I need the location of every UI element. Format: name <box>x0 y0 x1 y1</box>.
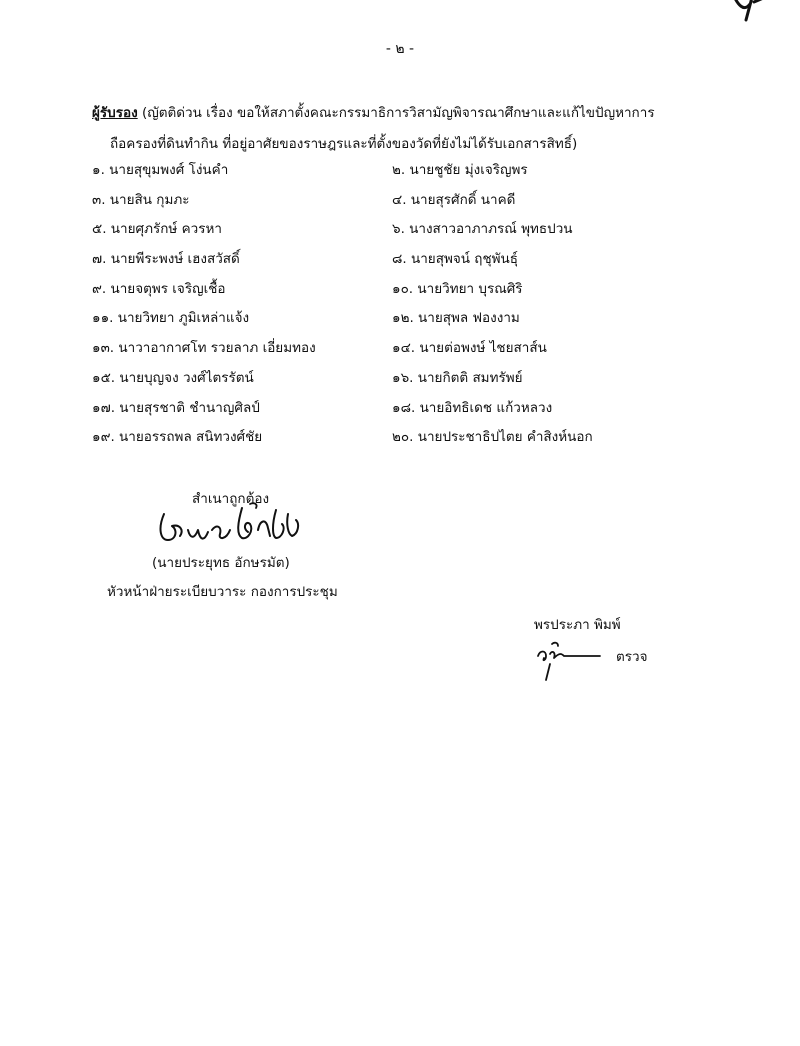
certifier-title: หัวหน้าฝ่ายระเบียบวาระ กองการประชุม <box>107 584 338 600</box>
endorser-item: ๘. นายสุพจน์ ฤชุพันธุ์ <box>392 251 518 268</box>
endorser-item: ๒. นายชูชัย มุ่งเจริญพร <box>392 162 528 178</box>
endorser-item: ๕. นายศุภรักษ์ ควรหา <box>92 221 222 238</box>
handwritten-page-mark <box>724 0 784 26</box>
handwritten-signature <box>150 500 310 552</box>
endorser-item: ๑๔. นายต่อพงษ์ ไชยสาส์น <box>392 340 547 357</box>
typist-line: พรประภา พิมพ์ <box>534 617 621 633</box>
endorser-item: ๑๘. นายอิทธิเดช แก้วหลวง <box>392 399 553 416</box>
intro-paragraph <box>92 98 732 160</box>
endorser-item: ๑๐. นายวิทยา บุรณศิริ <box>392 280 523 297</box>
endorser-item: ๖. นางสาวอาภาภรณ์ พุทธปวน <box>392 221 573 238</box>
endorsers-label: ผู้รับรอง <box>92 105 138 121</box>
endorser-list <box>92 158 712 455</box>
endorser-item: ๔. นายสุรศักดิ์ นาคดี <box>392 191 516 208</box>
endorser-item: ๑๙. นายอรรถพล สนิทวงศ์ชัย <box>92 429 263 446</box>
endorser-item: ๗. นายพีระพงษ์ เฮงสวัสดิ์ <box>92 251 240 268</box>
endorser-item: ๒๐. นายประชาธิปไตย คำสิงห์นอก <box>392 429 593 446</box>
certifier-name: (นายประยุทธ อักษรมัต) <box>152 555 290 571</box>
endorser-item: ๑. นายสุขุมพงศ์ โง่นคำ <box>92 162 229 178</box>
endorser-item: ๓. นายสิน กุมภะ <box>92 191 190 208</box>
page-number: - ๒ - <box>385 41 415 57</box>
certified-copy-label: สำเนาถูกต้อง <box>192 491 270 507</box>
endorser-item: ๑๒. นายสุพล ฟองงาม <box>392 310 520 327</box>
endorser-item: ๙. นายจตุพร เจริญเชื้อ <box>92 280 226 297</box>
intro-text-line2: ถือครองที่ดินทำกิน ที่อยู่อาศัยของราษฎรและที่ตั้งของวัดที่ยังไม่ได้รับเอกสารสิทธิ์) <box>110 136 578 152</box>
endorser-item: ๑๕. นายบุญจง วงศ์ไตรรัตน์ <box>92 369 254 386</box>
endorser-item: ๑๓. นาวาอากาศโท รวยลาภ เอี่ยมทอง <box>92 340 316 357</box>
endorser-item: ๑๗. นายสุรชาติ ชำนาญศิลป์ <box>92 399 260 416</box>
checker-label: ตรวจ <box>616 649 648 665</box>
endorser-item: ๑๖. นายกิตติ สมทรัพย์ <box>392 369 523 386</box>
endorser-item: ๑๑. นายวิทยา ภูมิเหล่าแจ้ง <box>92 310 250 327</box>
intro-text-line1: (ญัตติด่วน เรื่อง ขอให้สภาตั้งคณะกรรมาธิการวิสามัญพิจารณาศึกษาและแก้ไขปัญหาการ <box>137 105 655 121</box>
checker-initials <box>534 640 604 684</box>
